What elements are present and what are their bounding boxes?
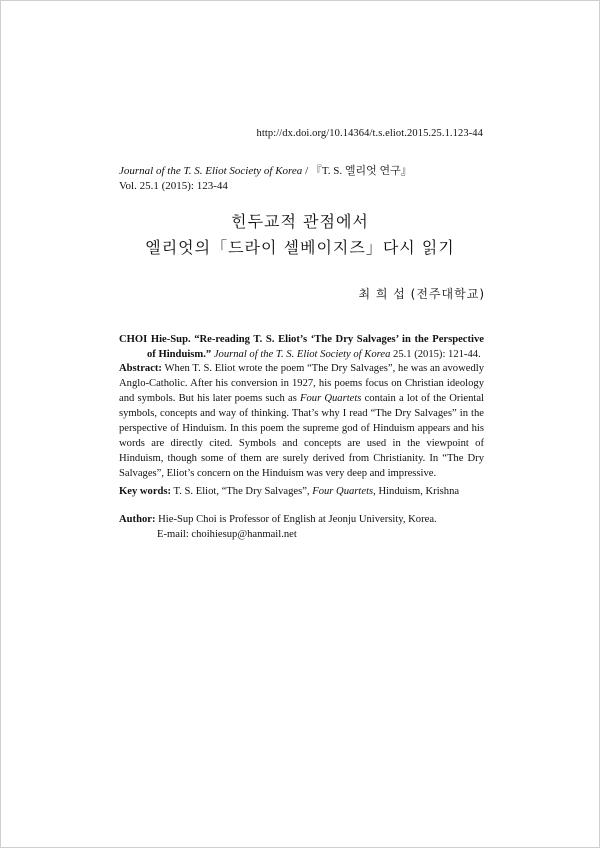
author-info-label: Author:	[119, 514, 156, 525]
citation-title: “Re-reading T. S. Eliot’s ‘The Dry Salvages’ in the Perspective of Hinduism.”	[147, 334, 484, 360]
doi-link[interactable]: http://dx.doi.org/10.14364/t.s.eliot.2015.25.1.123-44	[256, 128, 483, 139]
abstract-label: Abstract:	[119, 363, 162, 374]
abstract-text-1: When T. S. Eliot wrote the poem “The Dry Salvages”, he was an avowedly Anglo-Catholic. After his conversion in 1927, his poems focus on Christian ideology and symbols. But his later poems such as	[119, 363, 484, 404]
abstract-italic: Four Quartets	[300, 393, 362, 404]
citation-text	[119, 332, 484, 362]
author-affiliation: 최 희 섭 (전주대학교)	[358, 287, 485, 301]
title-line-2: 엘리엇의「드라이 셀베이지즈」다시 읽기	[145, 238, 455, 257]
author-info-text: Hie-Sup Choi is Professor of English at Jeonju University, Korea.	[155, 514, 437, 525]
keywords-text-2: , Hinduism, Krishna	[373, 486, 460, 497]
keywords	[119, 484, 484, 499]
journal-name-korean: / 『T. S. 엘리엇 연구』	[302, 165, 412, 177]
article-title	[1, 209, 599, 261]
citation-author: CHOI Hie-Sup.	[119, 334, 195, 345]
author-info-line	[119, 512, 484, 527]
citation-journal: Journal of the T. S. Eliot Society of Korea	[211, 349, 391, 360]
author-info	[119, 512, 484, 542]
abstract-text-2: contain a lot of the Oriental symbols, concepts and way of thinking. That’s why I read “The Dry Salvages” in the perspective of Hinduism. In this poem the supreme god of Hinduism appears and his words are directly cited. Symbols and concepts are used in the viewpoint of Hinduism, though some of them are surely derived from Christianity. In “The Dry Salvages”, Eliot’s concern on the Hinduism was very deep and impressive.	[119, 393, 484, 479]
journal-volume: Vol. 25.1 (2015): 123-44	[119, 180, 228, 192]
journal-name-line	[119, 164, 412, 179]
journal-header	[119, 164, 412, 194]
keywords-label: Key words:	[119, 486, 172, 497]
citation-details: 25.1 (2015): 121-44.	[390, 349, 481, 360]
title-line-1: 힌두교적 관점에서	[231, 212, 369, 231]
keywords-italic: Four Quartets	[312, 486, 374, 497]
author-email[interactable]: E-mail: choihiesup@hanmail.net	[157, 529, 297, 540]
citation	[119, 332, 484, 362]
abstract	[119, 361, 484, 481]
keywords-text-1: T. S. Eliot, “The Dry Salvages”,	[171, 486, 313, 497]
journal-name: Journal of the T. S. Eliot Society of Korea	[119, 165, 303, 177]
